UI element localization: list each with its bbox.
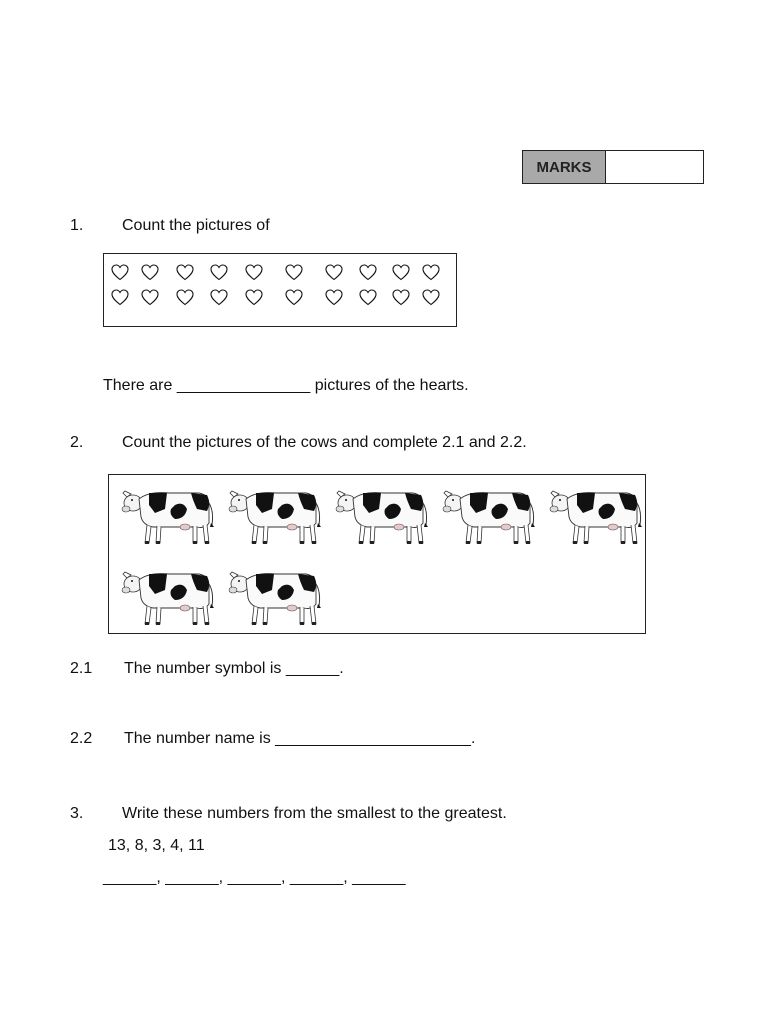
cows-box [108, 474, 646, 634]
heart-icon [176, 264, 194, 281]
heart-icon [245, 289, 263, 306]
marks-cell[interactable] [606, 151, 703, 183]
marks-label: MARKS [523, 151, 606, 183]
heart-icon [422, 264, 440, 281]
heart-icon [141, 264, 159, 281]
q2-number: 2. [70, 434, 84, 451]
heart-icon [111, 264, 129, 281]
heart-icon [422, 289, 440, 306]
q1-number: 1. [70, 217, 84, 234]
heart-icon [141, 289, 159, 306]
heart-icon [176, 289, 194, 306]
cow-picture [226, 560, 322, 630]
heart-icon [325, 289, 343, 306]
heart-icon [111, 289, 129, 306]
q3-numbers: 13, 8, 3, 4, 11 [108, 837, 205, 854]
q2-prompt: Count the pictures of the cows and complete 2.1 and 2.2. [122, 434, 527, 451]
q2-2-text[interactable]: The number name is ______________________. [124, 730, 476, 747]
heart-icon [210, 289, 228, 306]
heart-icon [392, 289, 410, 306]
heart-icon [392, 264, 410, 281]
heart-icon [359, 264, 377, 281]
q3-prompt: Write these numbers from the smallest to the greatest. [122, 805, 507, 822]
cow-picture [226, 479, 322, 549]
cow-picture [440, 479, 536, 549]
heart-icon [325, 264, 343, 281]
q1-answer-line[interactable]: There are _______________ pictures of the hearts. [103, 377, 469, 394]
cow-picture [333, 479, 429, 549]
q3-answer-line[interactable]: ______, ______, ______, ______, ______ [103, 869, 406, 886]
q2-2-number: 2.2 [70, 730, 93, 747]
hearts-box [103, 253, 457, 327]
heart-icon [359, 289, 377, 306]
heart-icon [210, 264, 228, 281]
q2-1-text[interactable]: The number symbol is ______. [124, 660, 344, 677]
heart-icon [285, 264, 303, 281]
q2-1-number: 2.1 [70, 660, 93, 677]
cow-picture [119, 560, 215, 630]
heart-icon [285, 289, 303, 306]
marks-box [522, 150, 704, 184]
q3-number: 3. [70, 805, 84, 822]
heart-icon [245, 264, 263, 281]
cow-picture [547, 479, 643, 549]
q1-prompt: Count the pictures of [122, 217, 270, 234]
cow-picture [119, 479, 215, 549]
